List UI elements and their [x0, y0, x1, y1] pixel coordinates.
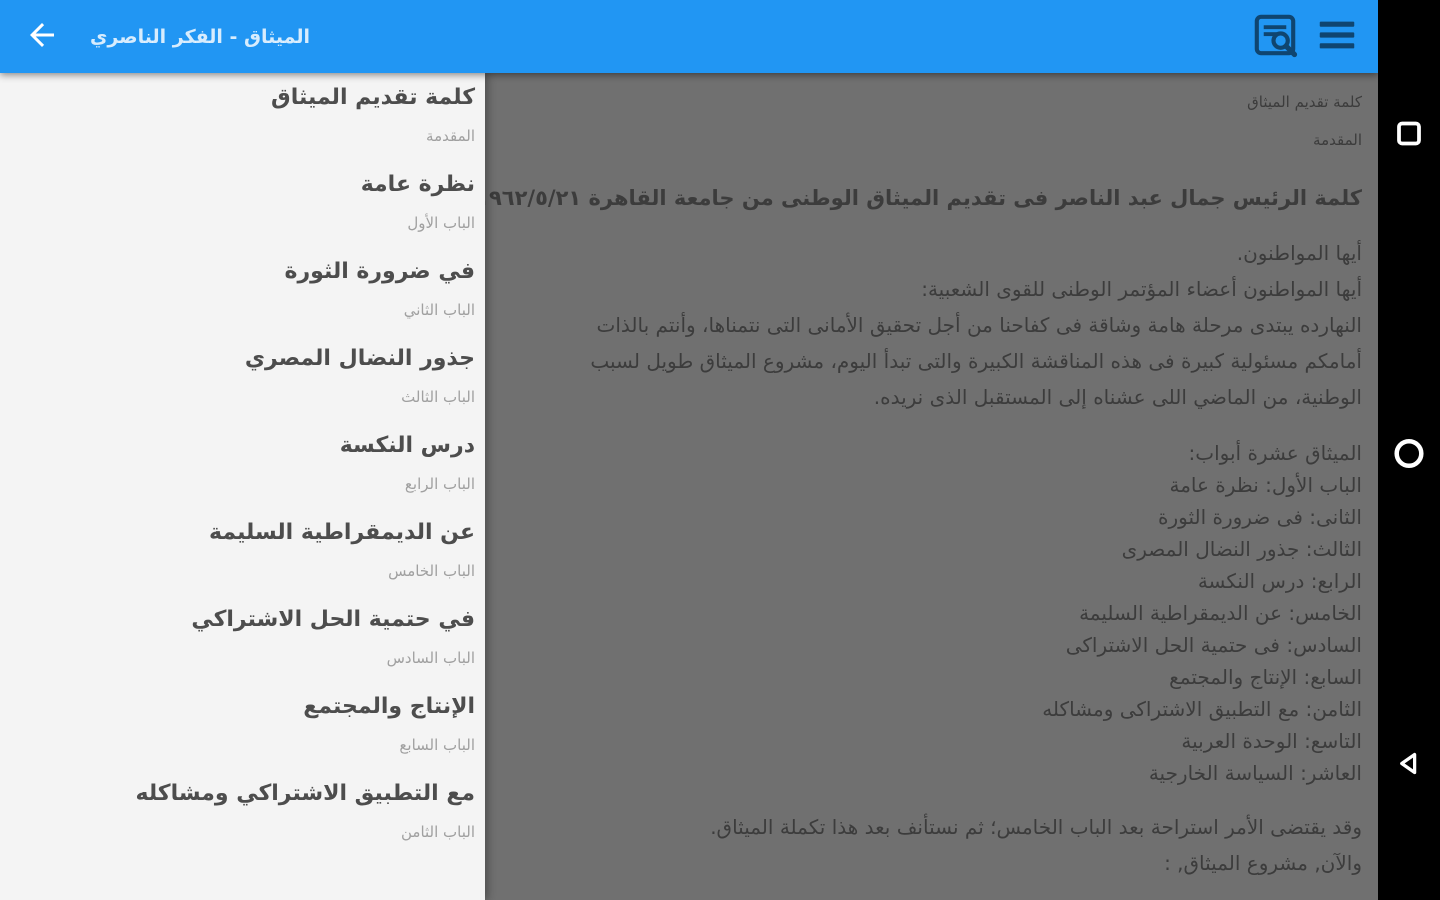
drawer-item-subtitle: الباب الرابع	[404, 475, 475, 493]
drawer-item[interactable]	[0, 334, 485, 421]
android-nav-bar	[1378, 0, 1440, 900]
drawer-item[interactable]	[0, 73, 485, 160]
drawer-item-subtitle: الباب الثامن	[400, 823, 475, 841]
back-triangle-icon	[1394, 749, 1424, 782]
arrow-left-icon	[24, 17, 60, 56]
drawer-item[interactable]	[0, 247, 485, 334]
drawer-item-subtitle: الباب السادس	[386, 649, 475, 667]
drawer-item-subtitle: الباب الثاني	[403, 301, 475, 319]
find-in-page-icon	[1249, 9, 1301, 64]
home-button[interactable]	[1391, 436, 1427, 475]
drawer-item-subtitle: الباب الأول	[407, 214, 475, 232]
system-back-button[interactable]	[1394, 749, 1424, 782]
drawer-item[interactable]	[0, 595, 485, 682]
find-in-page-button[interactable]	[1246, 8, 1304, 66]
drawer-item[interactable]	[0, 421, 485, 508]
drawer-item-title: عن الديمقراطية السليمة	[208, 520, 475, 545]
drawer-item-subtitle: الباب الثالث	[401, 388, 475, 406]
drawer-item-subtitle: المقدمة	[426, 127, 475, 145]
menu-button[interactable]	[1312, 12, 1362, 62]
drawer-item-title: في ضرورة الثورة	[284, 259, 475, 284]
hamburger-icon	[1314, 12, 1360, 61]
home-circle-icon	[1391, 436, 1427, 475]
back-button[interactable]	[22, 17, 62, 57]
drawer-item-subtitle: الباب الخامس	[388, 562, 475, 580]
drawer-item[interactable]	[0, 682, 485, 769]
drawer-item-title: درس النكسة	[339, 433, 475, 458]
drawer-item[interactable]	[0, 769, 485, 856]
page-title: الميثاق - الفكر الناصري	[90, 25, 311, 48]
recents-button[interactable]	[1394, 119, 1424, 152]
navigation-drawer	[0, 73, 485, 900]
drawer-item[interactable]	[0, 508, 485, 595]
drawer-item-title: الإنتاج والمجتمع	[303, 694, 475, 719]
recents-square-icon	[1394, 119, 1424, 152]
drawer-item[interactable]	[0, 160, 485, 247]
drawer-item-title: كلمة تقديم الميثاق	[271, 85, 475, 110]
drawer-item-subtitle: الباب السابع	[399, 736, 475, 754]
app-bar	[0, 0, 1378, 73]
drawer-item-title: جذور النضال المصري	[244, 346, 475, 371]
drawer-item-title: مع التطبيق الاشتراكي ومشاكله	[135, 781, 475, 806]
drawer-item-title: نظرة عامة	[360, 172, 475, 197]
drawer-item-title: في حتمية الحل الاشتراكي	[191, 607, 475, 632]
